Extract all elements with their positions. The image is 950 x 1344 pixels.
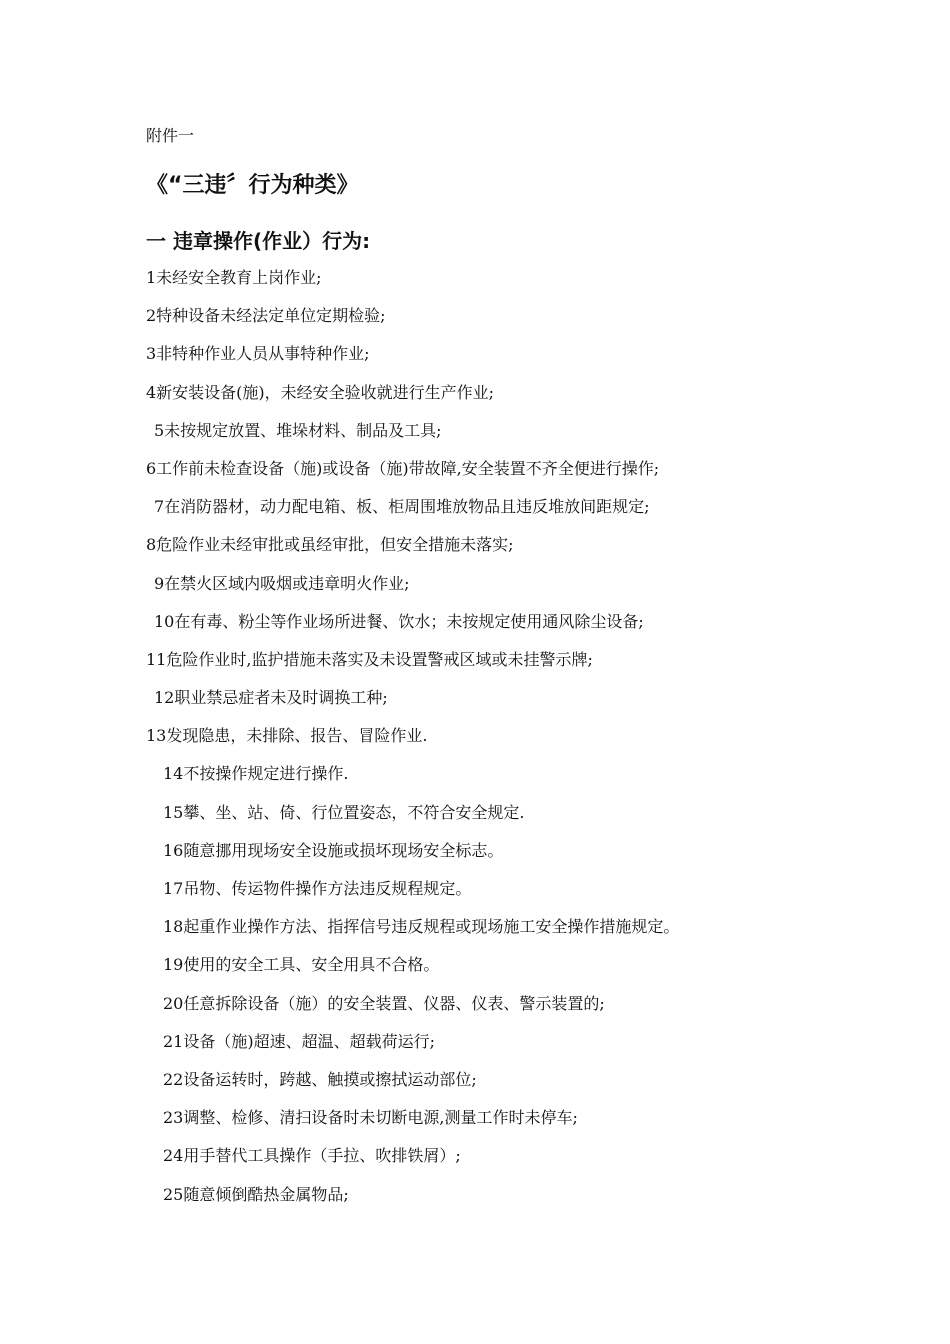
list-item: 12职业禁忌症者未及时调换工种; [154,688,388,708]
list-item: 1未经安全教育上岗作业; [146,268,322,287]
list-item: 19使用的安全工具、安全用具不合格。 [163,955,440,975]
list-item: 2特种设备未经法定单位定期检验; [146,306,386,326]
violation-list [0,263,950,1218]
list-item: 15攀、坐、站、倚、行位置姿态，不符合安全规定. [163,802,525,822]
list-item: 23调整、检修、清扫设备时未切断电源,测量工作时未停车; [163,1108,578,1128]
list-item: 4新安装设备(施)，未经安全验收就进行生产作业; [146,382,495,402]
list-item: 24用手替代工具操作（手拉、吹排铁屑）; [163,1146,461,1166]
list-item: 21设备（施)超速、超温、超载荷运行; [163,1031,435,1051]
list-item: 5未按规定放置、堆垛材料、制品及工具; [154,420,442,440]
section-heading: 一 违章操作(作业）行为: [146,229,371,253]
list-item: 18起重作业操作方法、指挥信号违反规程或现场施工安全操作措施规定。 [163,917,680,937]
annex-label: 附件一 [146,126,195,145]
list-item: 13发现隐患，未排除、报告、冒险作业. [146,726,428,746]
list-item: 17吊物、传运物件操作方法违反规程规定。 [163,879,472,898]
list-item: 10在有毒、粉尘等作业场所进餐、饮水；未按规定使用通风除尘设备; [154,611,644,631]
list-item: 22设备运转时，跨越、触摸或擦拭运动部位; [163,1069,477,1089]
list-item: 8危险作业未经审批或虽经审批，但安全措施未落实; [146,535,514,555]
list-item: 9在禁火区域内吸烟或违章明火作业; [154,573,410,593]
list-item: 25随意倾倒酷热金属物品; [163,1184,349,1204]
list-item: 16随意挪用现场安全设施或损坏现场安全标志。 [163,840,504,860]
document-title: 《“三违〞行为种类》 [146,173,359,198]
list-item: 11危险作业时,监护措施未落实及未设置警戒区域或未挂警示牌; [146,649,593,669]
list-item: 14不按操作规定进行操作. [163,764,349,784]
list-item: 3非特种作业人员从事特种作业; [146,344,370,364]
list-item: 6工作前未检查设备（施)或设备（施)带故障,安全装置不齐全便进行操作; [146,458,660,478]
list-item: 7在消防器材，动力配电箱、板、柜周围堆放物品且违反堆放间距规定; [154,497,650,517]
list-item: 20任意拆除设备（施）的安全装置、仪器、仪表、警示装置的; [163,993,605,1013]
